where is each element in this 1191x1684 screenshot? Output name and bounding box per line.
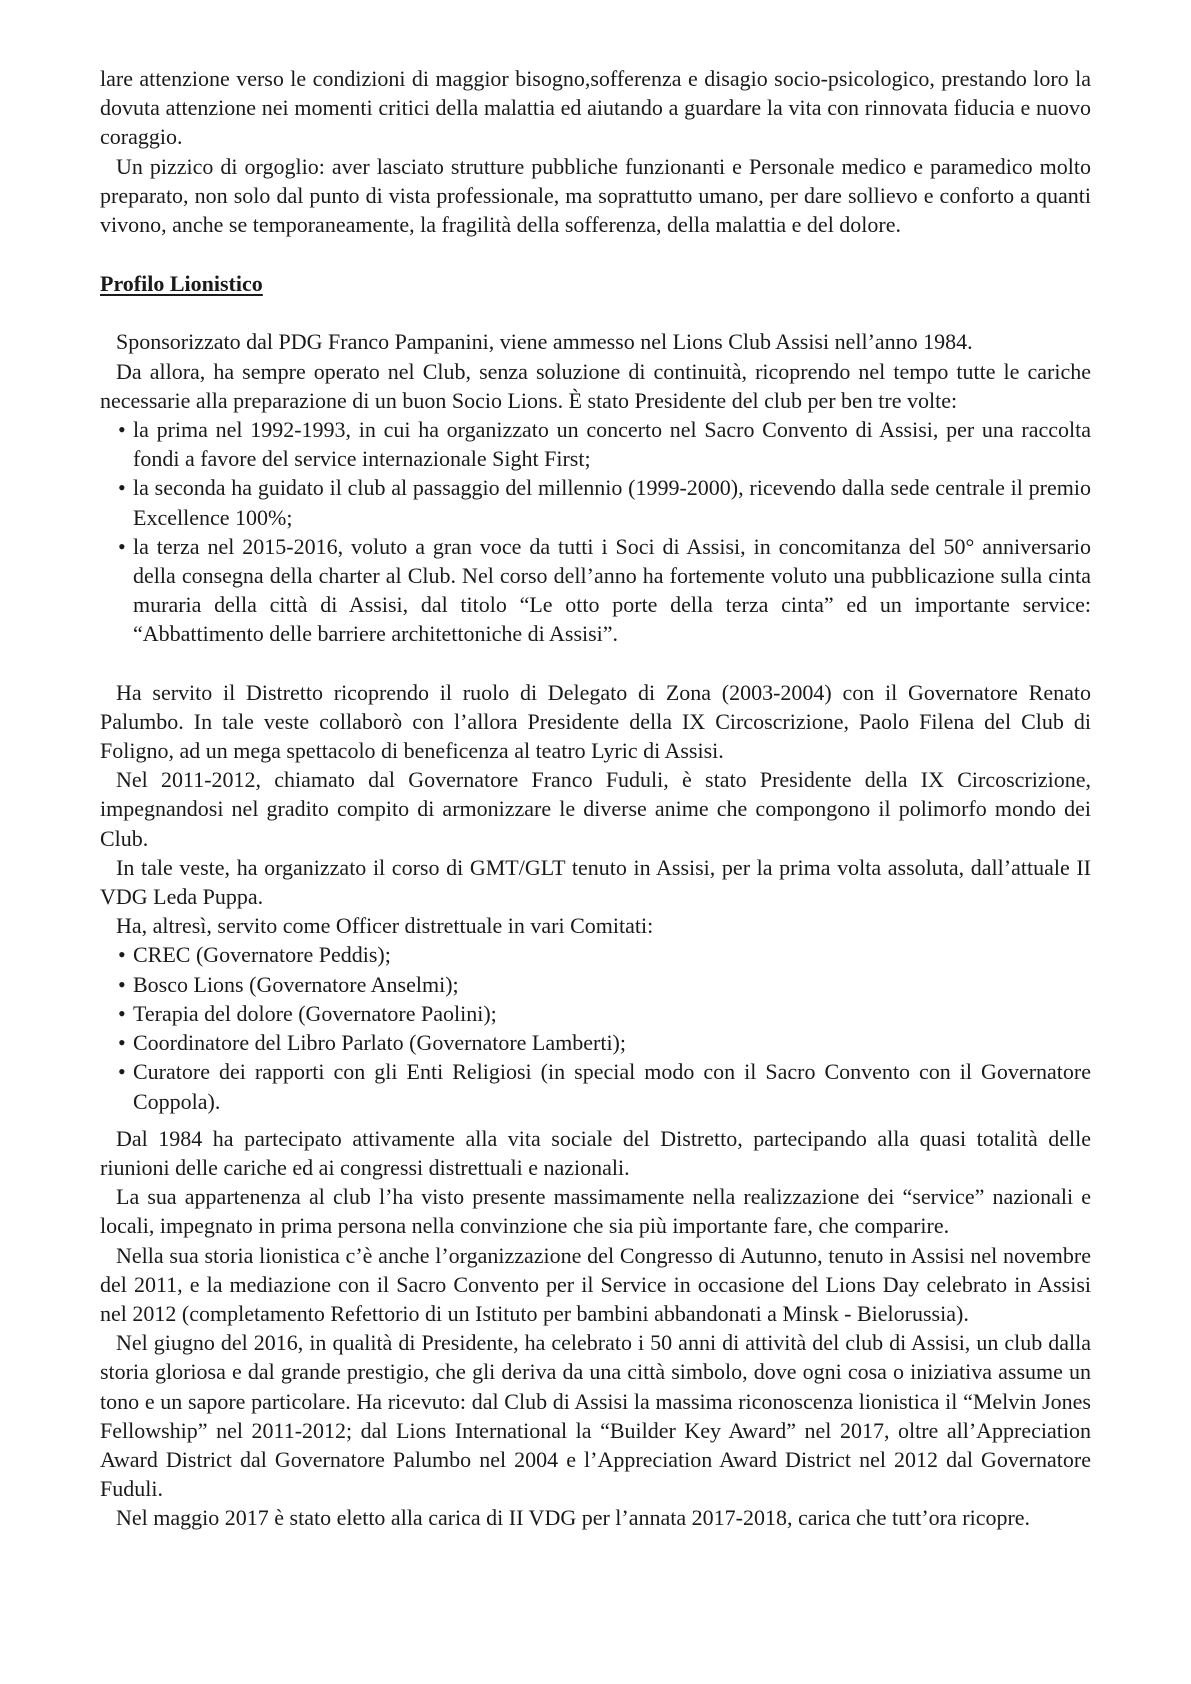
list-item-text: la seconda ha guidato il club al passaggio del millennio (1999-2000), ricevendo dalla sede centrale il premio Excellence 100%; [133, 475, 1091, 530]
document-page [100, 64, 1091, 1533]
intro-paragraph-1: lare attenzione verso le condizioni di maggior bisogno,sofferenza e disagio socio-psicologico, prestando loro la dovuta attenzione nei momenti critici della malattia ed aiutando a guardare la vita con rinnovata fiducia e nuovo coraggio. [100, 66, 1091, 150]
list-item [100, 999, 1091, 1028]
bullet-icon: • [118, 1000, 126, 1026]
intro-paragraph-2: Un pizzico di orgoglio: aver lasciato strutture pubbliche funzionanti e Personale medico e paramedico molto preparato, non solo dal punto di vista professionale, ma soprattutto umano, per dare sollievo e conforto a quanti vivono, anche se temporaneamente, la fragilità della sofferenza, della malattia e del dolore. [100, 153, 1091, 238]
profile-paragraph-6: Ha, altresì, servito come Officer distrettuale in vari Comitati: [116, 913, 654, 939]
list-item-text: la prima nel 1992-1993, in cui ha organizzato un concerto nel Sacro Convento di Assisi, per una raccolta fondi a favore del service internazionale Sight First; [133, 417, 1091, 472]
list-item [100, 1028, 1091, 1057]
bullet-icon: • [118, 533, 126, 559]
profile-paragraph-7: Dal 1984 ha partecipato attivamente alla vita sociale del Distretto, partecipando alla quasi totalità delle riunioni delle cariche ed ai congressi distrettuali e nazionali. [100, 1125, 1091, 1180]
presidencies-list [100, 415, 1091, 649]
profile-paragraph-3: Ha servito il Distretto ricoprendo il ruolo di Delegato di Zona (2003-2004) con il Governatore Renato Palumbo. In tale veste collaborò con l’allora Presidente della IX Circoscrizione, Paolo Filena del Club di Foligno, ad un mega spettacolo di beneficenza al teatro Lyric di Assisi. [100, 679, 1091, 764]
list-item-text: CREC (Governatore Peddis); [133, 942, 391, 968]
list-item [100, 1057, 1091, 1115]
profile-paragraph-1: Sponsorizzato dal PDG Franco Pampanini, viene ammesso nel Lions Club Assisi nell’anno 1984. [116, 329, 973, 355]
profile-paragraph-9: Nella sua storia lionistica c’è anche l’organizzazione del Congresso di Autunno, tenuto in Assisi nel novembre del 2011, e la mediazione con il Sacro Convento per il Service in occasione del Lions Day celebrato in Assisi nel 2012 (completamento Refettorio di un Istituto per bambini abbandonati a Minsk - Bielorussia). [100, 1242, 1091, 1326]
profile-paragraph-4: Nel 2011-2012, chiamato dal Governatore Franco Fuduli, è stato Presidente della IX Circoscrizione, impegnandosi nel gradito compito di armonizzare le diverse anime che compongono il polimorfo mondo dei Club. [100, 767, 1091, 851]
bullet-icon: • [118, 971, 126, 997]
section-title: Profilo Lionistico [100, 271, 263, 297]
list-item [100, 532, 1091, 649]
profile-paragraph-8: La sua appartenenza al club l’ha visto presente massimamente nella realizzazione dei “service” nazionali e locali, impegnato in prima persona nella convinzione che sia più importante fare, che comparire. [100, 1184, 1091, 1239]
profile-paragraph-10: Nel giugno del 2016, in qualità di Presidente, ha celebrato i 50 anni di attività del club di Assisi, un club dalla storia gloriosa e dal grande prestigio, che gli deriva da una città simbolo, dove ogni cosa o iniziativa assume un tono e un sapore particolare. Ha ricevuto: dal Club di Assisi la massima riconoscenza lionistica il “Melvin Jones Fellowship” nel 2011-2012; dal Lions International la “Builder Key Award” nel 2017, oltre all’Appreciation Award District dal Governatore Palumbo nel 2004 e l’Appreciation Award District nel 2012 dal Governatore Fuduli. [100, 1330, 1091, 1502]
profile-paragraph-2: Da allora, ha sempre operato nel Club, senza soluzione di continuità, ricoprendo nel tempo tutte le cariche necessarie alla preparazione di un buon Socio Lions. È stato Presidente del club per ben tre volte: [100, 358, 1091, 413]
list-item-text: Terapia del dolore (Governatore Paolini); [133, 1000, 497, 1026]
list-item [100, 415, 1091, 473]
list-item-text: Coordinatore del Libro Parlato (Governatore Lamberti); [133, 1030, 626, 1056]
bullet-icon: • [118, 1059, 126, 1085]
bullet-icon: • [118, 1030, 126, 1056]
list-item [100, 473, 1091, 531]
list-item-text: Bosco Lions (Governatore Anselmi); [133, 971, 459, 997]
bullet-icon: • [118, 942, 126, 968]
list-item-text: Curatore dei rapporti con gli Enti Religiosi (in special modo con il Sacro Convento con il Governatore Coppola). [133, 1059, 1091, 1114]
profile-paragraph-5: In tale veste, ha organizzato il corso di GMT/GLT tenuto in Assisi, per la prima volta assoluta, dall’attuale II VDG Leda Puppa. [100, 854, 1091, 910]
list-item [100, 970, 1091, 999]
bullet-icon: • [118, 475, 126, 501]
profile-paragraph-11: Nel maggio 2017 è stato eletto alla carica di II VDG per l’annata 2017-2018, carica che tutt’ora ricopre. [116, 1505, 1031, 1531]
bullet-icon: • [118, 417, 126, 443]
list-item [100, 940, 1091, 969]
list-item-text: la terza nel 2015-2016, voluto a gran voce da tutti i Soci di Assisi, in concomitanza del 50° anniversario della consegna della charter al Club. Nel corso dell’anno ha fortemente voluto una pubblicazione sulla cinta muraria della città di Assisi, dal titolo “Le otto porte della terza cinta” ed un importante service: “Abbattimento delle barriere architettoniche di Assisi”. [133, 533, 1091, 647]
committees-list [100, 940, 1091, 1115]
